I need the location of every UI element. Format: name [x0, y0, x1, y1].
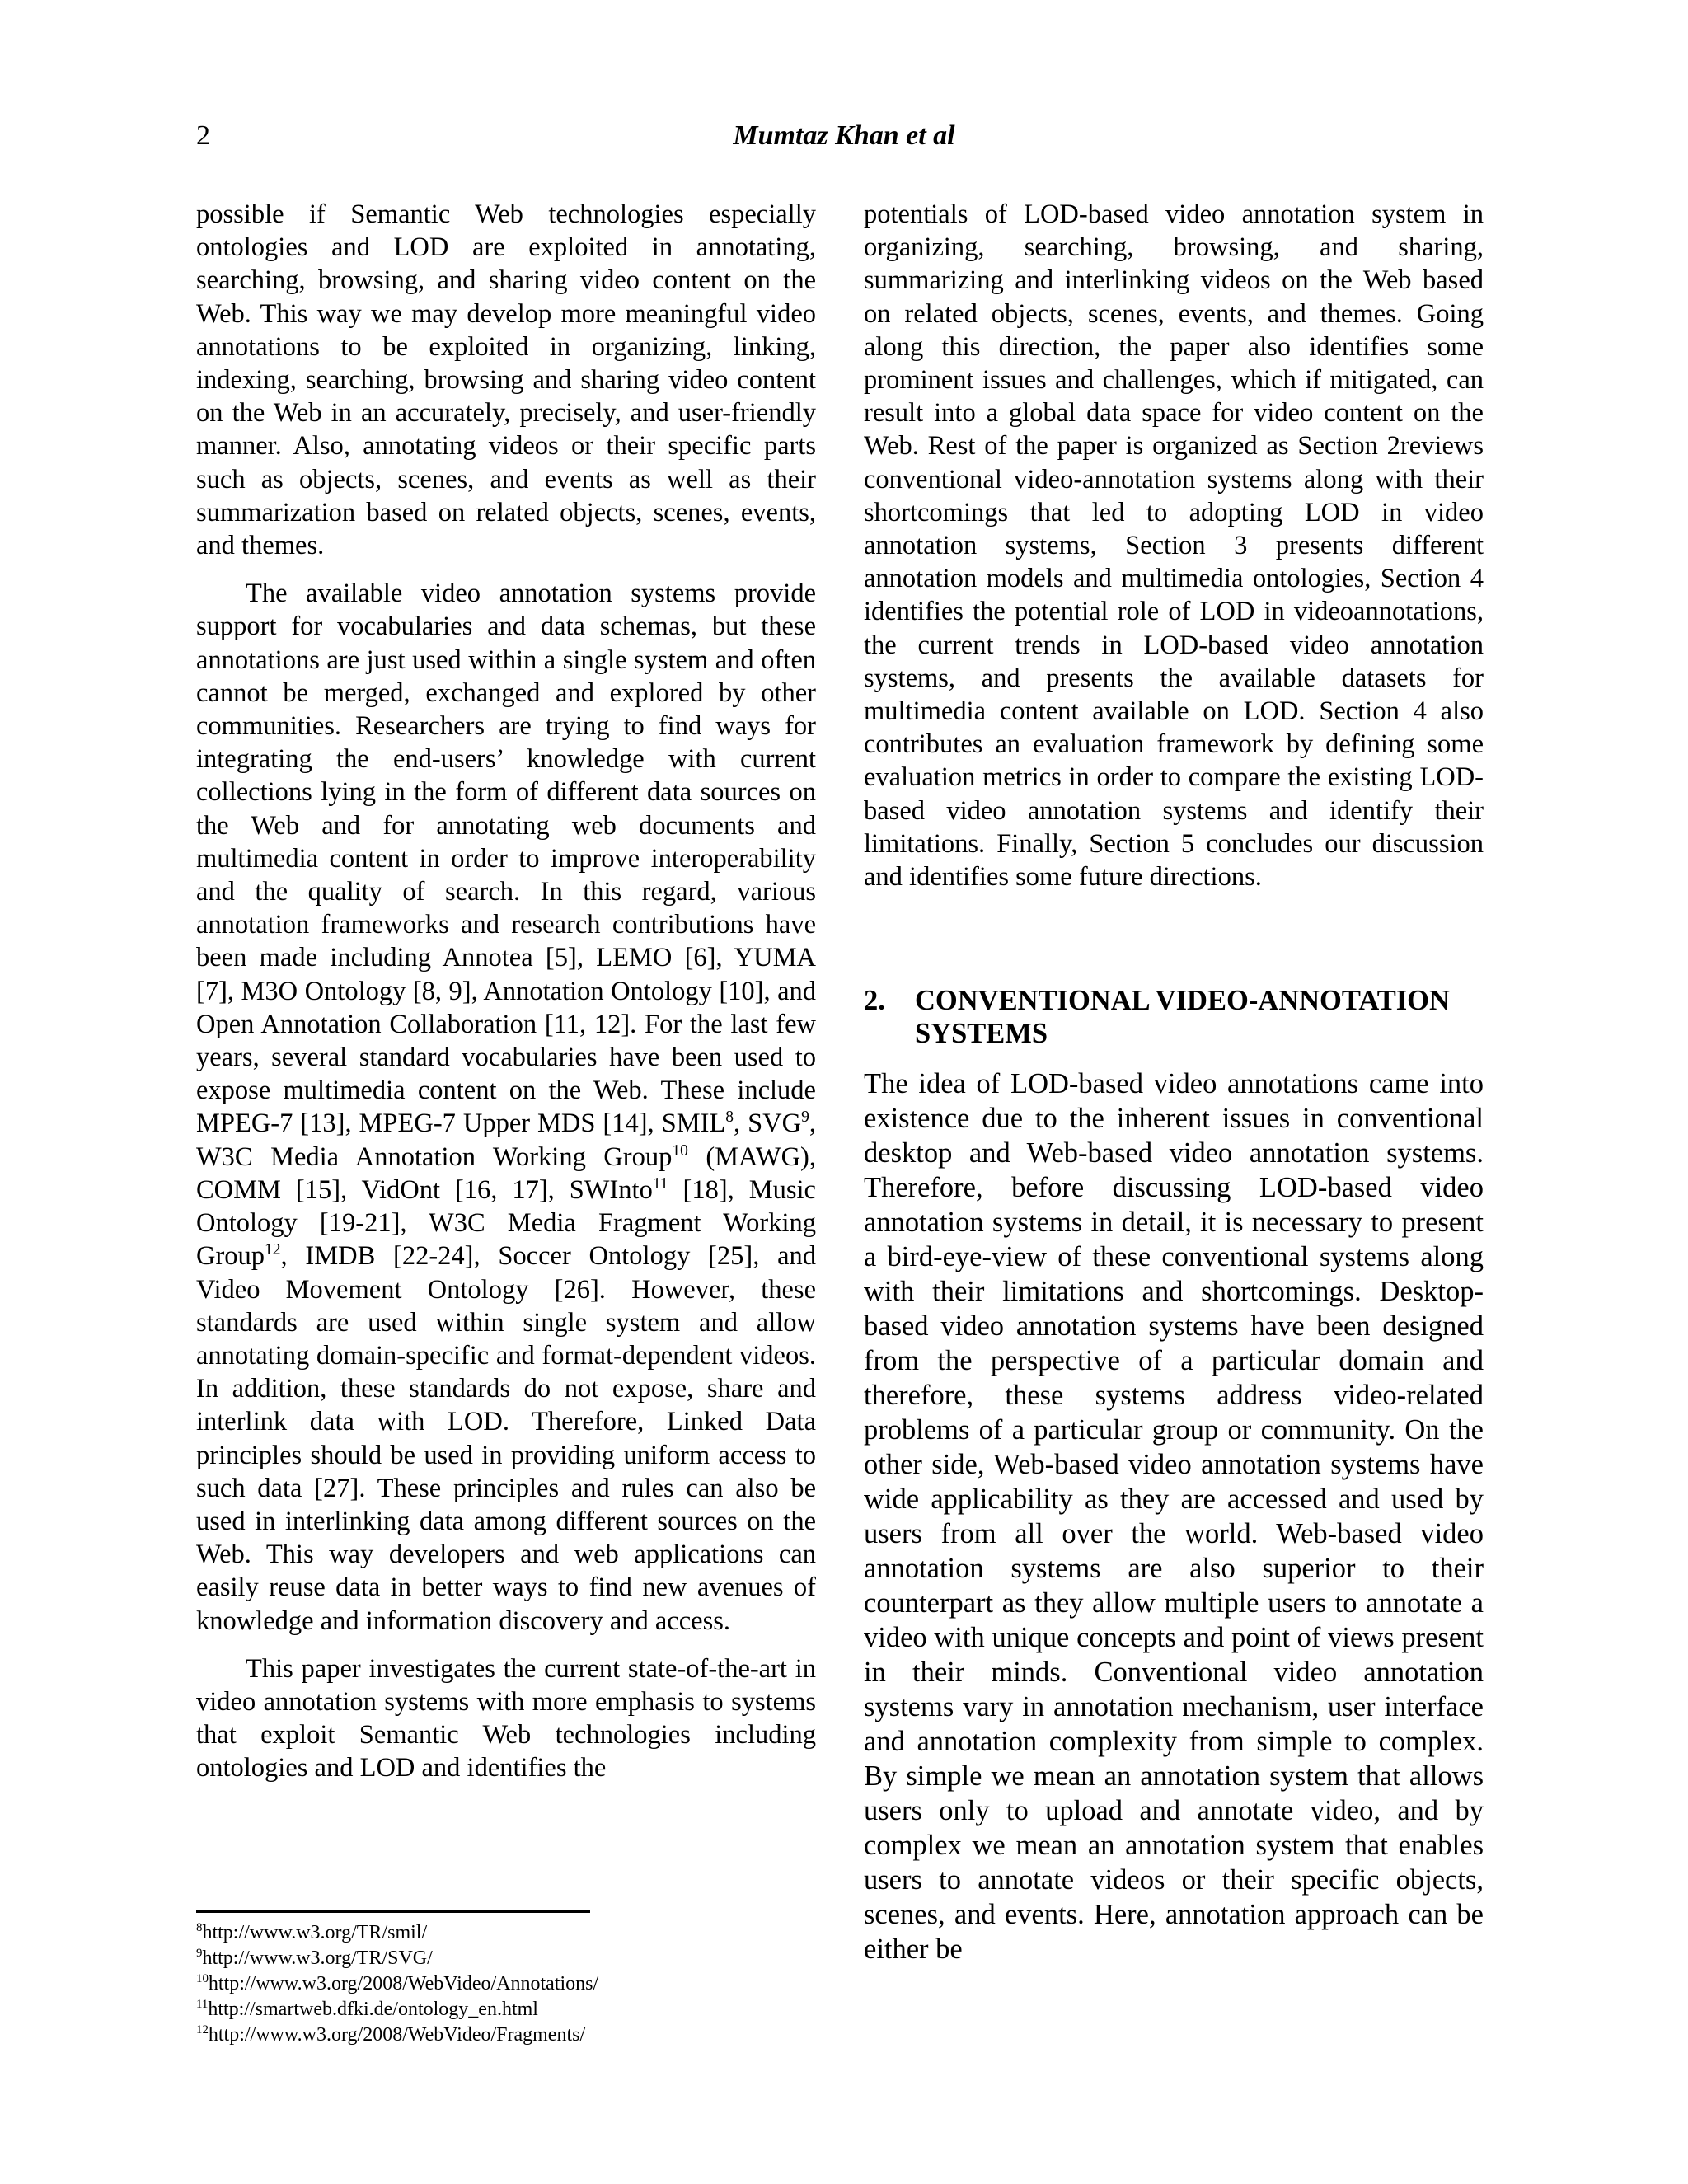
right-column	[864, 198, 1484, 1966]
footnote-url: http://www.w3.org/2008/WebVideo/Annotations/	[208, 1973, 599, 1994]
footnote-number: 11	[196, 1998, 209, 2011]
text-run: , IMDB [22-24], Soccer Ontology [25], and Video Movement Ontology [26]. However, these standards are used within single system and allow annotating domain-specific and format-dependent videos. In addition, these standards do not expose, share and interlink data with LOD. Therefore, Linked Data principles should be used in providing uniform access to such data [27]. These principles and rules can also be used in interlinking data among different sources on the Web. This way developers and web applications can easily reuse data in better ways to find new avenues of knowledge and information discovery and access.	[196, 1241, 816, 1636]
right-paragraph-2: The idea of LOD-based video annotations came into existence due to the inherent issues in conventional desktop and Web-based video annotation systems. Therefore, before discussing LOD-based video annotation systems in detail, it is necessary to present a bird-eye-view of these conventional systems along with their limitations and shortcomings. Desktop-based video annotation systems have been designed from the perspective of a particular domain and therefore, these systems address video-related problems of a particular group or community. On the other side, Web-based video annotation systems have wide applicability as they are accessed and used by users from all over the world. Web-based video annotation systems are also superior to their counterpart as they allow multiple users to annotate a video with unique concepts and point of views present in their minds. Conventional video annotation systems vary in annotation mechanism, user interface and annotation complexity from simple to complex. By simple we mean an annotation system that allows users only to upload and annotate video, and by complex we mean an annotation system that enables users to annotate videos or their specific objects, scenes, and events. Here, annotation approach can be either be	[864, 1068, 1484, 1966]
footnote-ref-10: 10	[672, 1141, 688, 1160]
footnote-number: 9	[196, 1947, 203, 1960]
running-head: Mumtaz Khan et al	[733, 120, 955, 151]
page-number: 2	[196, 120, 210, 151]
footnote-url: http://www.w3.org/2008/WebVideo/Fragments/	[208, 2024, 586, 2046]
left-column	[196, 198, 816, 1785]
section-number: 2.	[864, 985, 885, 1017]
footnotes	[196, 1920, 823, 2048]
text-run: The available video annotation systems provide support for vocabularies and data schemas, but these annotations are just used within a single system and often cannot be merged, exchanged and explored by other communities. Researchers are trying to find ways for integrating the end-users’ knowledge with current collections lying in the form of different data sources on the Web and for annotating web documents and multimedia content in order to improve interoperability and the quality of search. In this regard, various annotation frameworks and research contributions have been made including Annotea [5], LEMO [6], YUMA [7], M3O Ontology [8, 9], Annotation Ontology [10], and Open Annotation Collaboration [11, 12]. For the last few years, several standard vocabularies have been used to expose multimedia content on the Web. These include MPEG-7 [13], MPEG-7 Upper MDS [14], SMIL	[196, 579, 816, 1139]
footnote-10	[196, 1971, 823, 1997]
section-heading	[864, 984, 1484, 1050]
footnote-ref-8: 8	[725, 1108, 734, 1127]
footnote-ref-12: 12	[265, 1241, 281, 1259]
left-paragraph-3: This paper investigates the current state-of-the-art in video annotation systems with more emphasis to systems that exploit Semantic Web technologies including ontologies and LOD and identifies the	[196, 1653, 816, 1783]
footnote-url: http://smartweb.dfki.de/ontology_en.html	[208, 1999, 538, 2020]
footnote-url: http://www.w3.org/TR/SVG/	[202, 1947, 433, 1969]
section-title: CONVENTIONAL VIDEO-ANNOTATION SYSTEMS	[915, 985, 1450, 1050]
footnote-ref-11: 11	[652, 1175, 668, 1193]
left-paragraph-2	[196, 577, 816, 1638]
text-run: (MAWG), COMM [15], VidOnt [16, 17], SWInto	[196, 1141, 816, 1205]
footnote-number: 10	[196, 1972, 209, 1985]
footnote-divider	[196, 1910, 590, 1913]
text-run: [18], Music Ontology [19-21], W3C Media Fragment Working Group	[196, 1174, 816, 1272]
footnote-number: 12	[196, 2023, 209, 2036]
footnote-number: 8	[196, 1921, 203, 1934]
footnote-12	[196, 2022, 823, 2048]
text-run: , SVG	[734, 1108, 802, 1139]
text-run: , W3C Media Annotation Working Group	[196, 1108, 816, 1172]
left-paragraph-1: possible if Semantic Web technologies especially ontologies and LOD are exploited in annotating, searching, browsing, and sharing video content on the Web. This way we may develop more meaningful video annotations to be exploited in organizing, linking, indexing, searching, browsing and sharing video content on the Web in an accurately, precisely, and user-friendly manner. Also, annotating videos or their specific parts such as objects, scenes, and events as well as their summarization based on related objects, scenes, events, and themes.	[196, 199, 816, 561]
footnote-ref-9: 9	[801, 1108, 809, 1127]
footnote-11	[196, 1997, 823, 2022]
footnote-8	[196, 1920, 823, 1946]
footnote-url: http://www.w3.org/TR/smil/	[202, 1922, 428, 1943]
right-paragraph-1: potentials of LOD-based video annotation system in organizing, searching, browsing, and sharing, summarizing and interlinking videos on the Web based on related objects, scenes, events, and themes. Going along this direction, the paper also identifies some prominent issues and challenges, which if mitigated, can result into a global data space for video content on the Web. Rest of the paper is organized as Section 2reviews conventional video-annotation systems along with their shortcomings that led to adopting LOD in video annotation systems, Section 3 presents different annotation models and multimedia ontologies, Section 4 identifies the potential role of LOD in videoannotations, the current trends in LOD-based video annotation systems, and presents the available datasets for multimedia content available on LOD. Section 4 also contributes an evaluation framework by defining some evaluation metrics in order to compare the existing LOD-based video annotation systems and identify their limitations. Finally, Section 5 concludes our discussion and identifies some future directions.	[864, 199, 1484, 893]
footnote-9	[196, 1946, 823, 1971]
